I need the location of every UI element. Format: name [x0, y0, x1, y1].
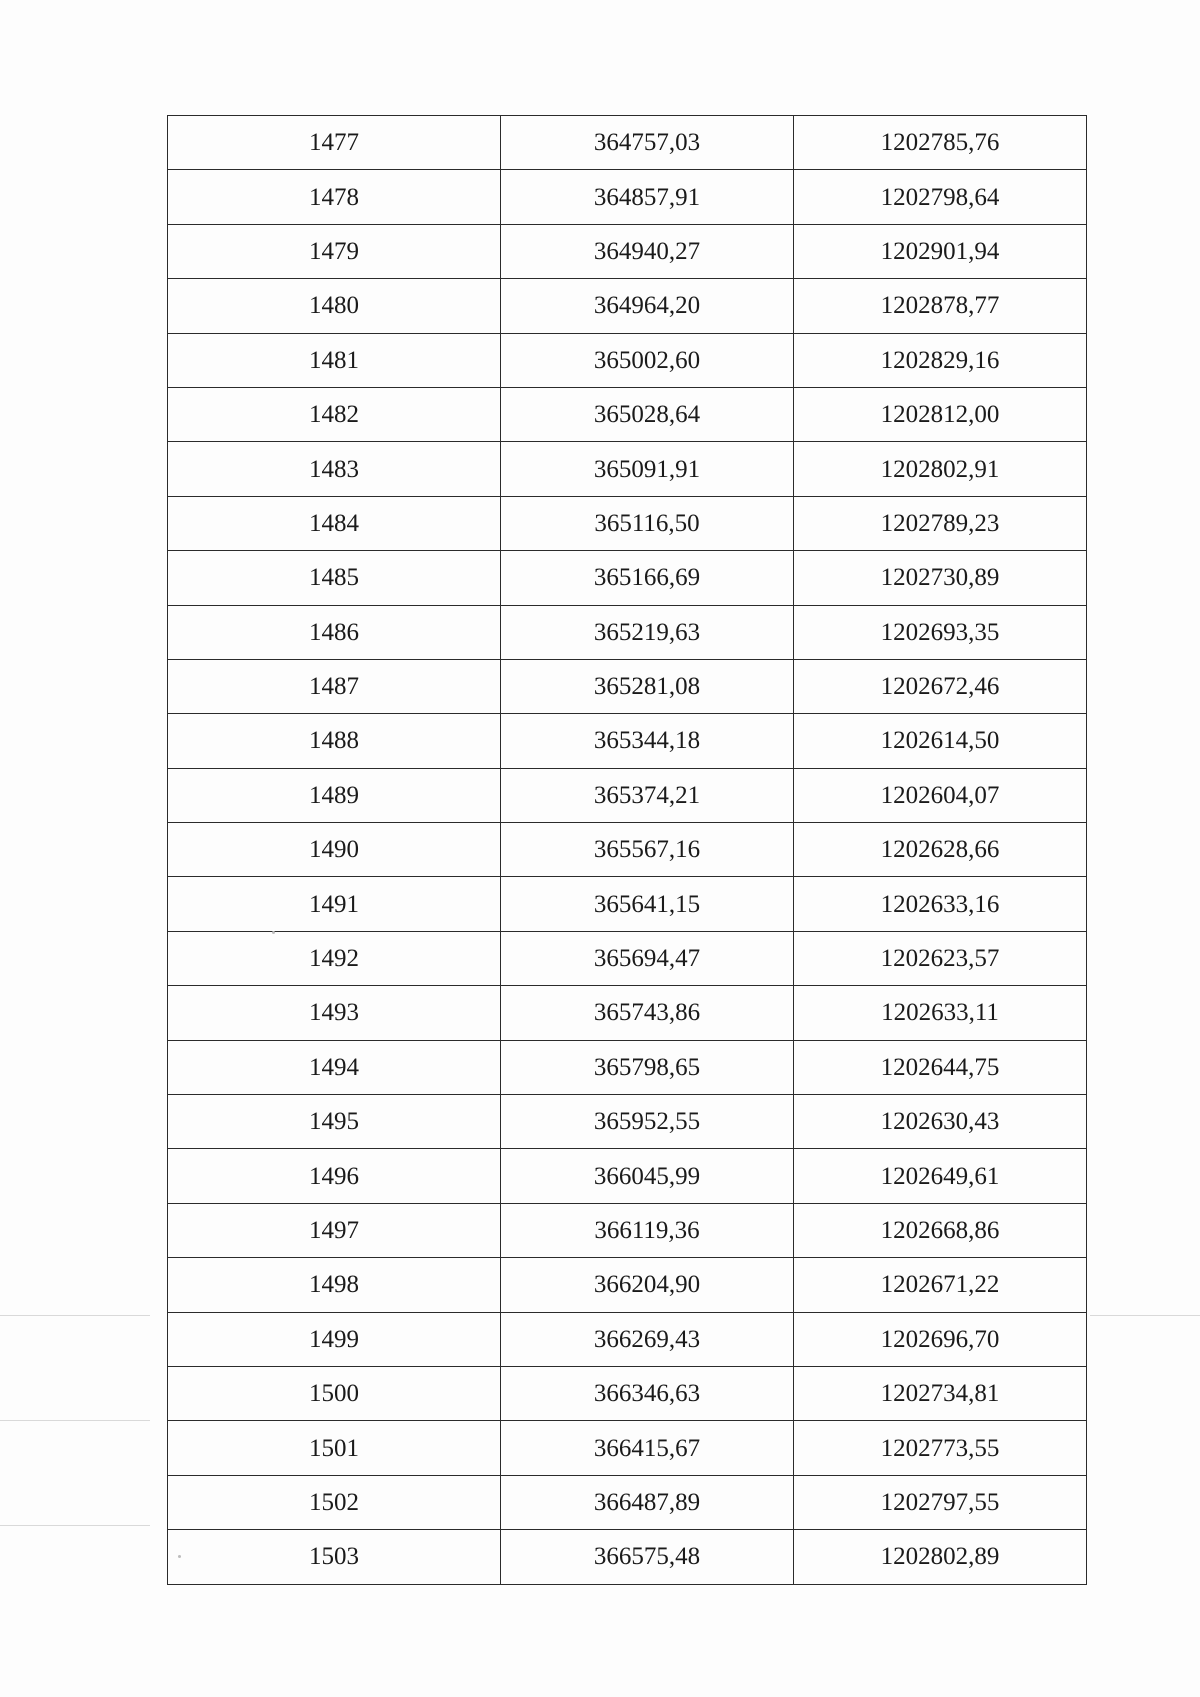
y-coordinate-cell: 1202789,23	[794, 496, 1087, 550]
x-coordinate-cell: 366575,48	[501, 1530, 794, 1584]
y-coordinate-cell: 1202797,55	[794, 1475, 1087, 1529]
scan-artifact	[0, 1315, 150, 1316]
scan-artifact	[0, 1420, 150, 1421]
point-number-cell: 1485	[168, 551, 501, 605]
y-coordinate-cell: 1202623,57	[794, 931, 1087, 985]
point-number-cell: 1486	[168, 605, 501, 659]
y-coordinate-cell: 1202693,35	[794, 605, 1087, 659]
x-coordinate-cell: 365166,69	[501, 551, 794, 605]
x-coordinate-cell: 366269,43	[501, 1312, 794, 1366]
table-row	[168, 442, 1087, 496]
x-coordinate-cell: 364940,27	[501, 224, 794, 278]
table-row	[168, 1203, 1087, 1257]
y-coordinate-cell: 1202604,07	[794, 768, 1087, 822]
table-row	[168, 333, 1087, 387]
table-row	[168, 931, 1087, 985]
x-coordinate-cell: 365374,21	[501, 768, 794, 822]
x-coordinate-cell: 365641,15	[501, 877, 794, 931]
y-coordinate-cell: 1202901,94	[794, 224, 1087, 278]
x-coordinate-cell: 365743,86	[501, 986, 794, 1040]
scan-dot	[272, 931, 275, 934]
point-number-cell: 1498	[168, 1258, 501, 1312]
table-row	[168, 116, 1087, 170]
table-row	[168, 1312, 1087, 1366]
scan-artifact	[1090, 1315, 1200, 1316]
y-coordinate-cell: 1202730,89	[794, 551, 1087, 605]
x-coordinate-cell: 364857,91	[501, 170, 794, 224]
y-coordinate-cell: 1202773,55	[794, 1421, 1087, 1475]
y-coordinate-cell: 1202672,46	[794, 659, 1087, 713]
x-coordinate-cell: 364757,03	[501, 116, 794, 170]
table-row	[168, 714, 1087, 768]
x-coordinate-cell: 365028,64	[501, 387, 794, 441]
x-coordinate-cell: 365002,60	[501, 333, 794, 387]
table-row	[168, 551, 1087, 605]
y-coordinate-cell: 1202812,00	[794, 387, 1087, 441]
point-number-cell: 1488	[168, 714, 501, 768]
point-number-cell: 1481	[168, 333, 501, 387]
y-coordinate-cell: 1202633,11	[794, 986, 1087, 1040]
table-row	[168, 659, 1087, 713]
x-coordinate-cell: 364964,20	[501, 279, 794, 333]
coordinates-table-body	[168, 116, 1087, 1585]
point-number-cell: 1496	[168, 1149, 501, 1203]
point-number-cell: 1479	[168, 224, 501, 278]
table-row	[168, 768, 1087, 822]
x-coordinate-cell: 366487,89	[501, 1475, 794, 1529]
table-row	[168, 877, 1087, 931]
point-number-cell: 1493	[168, 986, 501, 1040]
table-row	[168, 170, 1087, 224]
point-number-cell: 1501	[168, 1421, 501, 1475]
point-number-cell: 1491	[168, 877, 501, 931]
point-number-cell: 1482	[168, 387, 501, 441]
x-coordinate-cell: 366415,67	[501, 1421, 794, 1475]
point-number-cell: 1502	[168, 1475, 501, 1529]
coordinates-table	[167, 115, 1087, 1585]
point-number-cell: 1494	[168, 1040, 501, 1094]
y-coordinate-cell: 1202614,50	[794, 714, 1087, 768]
point-number-cell: 1503	[168, 1530, 501, 1584]
y-coordinate-cell: 1202802,91	[794, 442, 1087, 496]
scan-artifact	[0, 1525, 150, 1526]
table-row	[168, 387, 1087, 441]
point-number-cell: 1478	[168, 170, 501, 224]
x-coordinate-cell: 365281,08	[501, 659, 794, 713]
table-row	[168, 1149, 1087, 1203]
x-coordinate-cell: 366346,63	[501, 1366, 794, 1420]
point-number-cell: 1489	[168, 768, 501, 822]
point-number-cell: 1483	[168, 442, 501, 496]
point-number-cell: 1497	[168, 1203, 501, 1257]
y-coordinate-cell: 1202734,81	[794, 1366, 1087, 1420]
point-number-cell: 1495	[168, 1095, 501, 1149]
table-row	[168, 605, 1087, 659]
point-number-cell: 1484	[168, 496, 501, 550]
y-coordinate-cell: 1202878,77	[794, 279, 1087, 333]
x-coordinate-cell: 365116,50	[501, 496, 794, 550]
x-coordinate-cell: 366119,36	[501, 1203, 794, 1257]
point-number-cell: 1487	[168, 659, 501, 713]
table-row	[168, 279, 1087, 333]
x-coordinate-cell: 365952,55	[501, 1095, 794, 1149]
table-row	[168, 224, 1087, 278]
table-row	[168, 496, 1087, 550]
y-coordinate-cell: 1202829,16	[794, 333, 1087, 387]
y-coordinate-cell: 1202649,61	[794, 1149, 1087, 1203]
table-row	[168, 1530, 1087, 1584]
point-number-cell: 1490	[168, 823, 501, 877]
x-coordinate-cell: 365567,16	[501, 823, 794, 877]
table-row	[168, 1421, 1087, 1475]
table-row	[168, 1040, 1087, 1094]
table-row	[168, 1475, 1087, 1529]
y-coordinate-cell: 1202696,70	[794, 1312, 1087, 1366]
point-number-cell: 1477	[168, 116, 501, 170]
y-coordinate-cell: 1202671,22	[794, 1258, 1087, 1312]
table-row	[168, 823, 1087, 877]
y-coordinate-cell: 1202785,76	[794, 116, 1087, 170]
table-row	[168, 1258, 1087, 1312]
x-coordinate-cell: 366204,90	[501, 1258, 794, 1312]
y-coordinate-cell: 1202628,66	[794, 823, 1087, 877]
y-coordinate-cell: 1202630,43	[794, 1095, 1087, 1149]
x-coordinate-cell: 366045,99	[501, 1149, 794, 1203]
y-coordinate-cell: 1202633,16	[794, 877, 1087, 931]
y-coordinate-cell: 1202798,64	[794, 170, 1087, 224]
y-coordinate-cell: 1202644,75	[794, 1040, 1087, 1094]
point-number-cell: 1492	[168, 931, 501, 985]
x-coordinate-cell: 365798,65	[501, 1040, 794, 1094]
x-coordinate-cell: 365344,18	[501, 714, 794, 768]
table-row	[168, 1366, 1087, 1420]
point-number-cell: 1480	[168, 279, 501, 333]
x-coordinate-cell: 365091,91	[501, 442, 794, 496]
table-row	[168, 1095, 1087, 1149]
y-coordinate-cell: 1202802,89	[794, 1530, 1087, 1584]
point-number-cell: 1500	[168, 1366, 501, 1420]
point-number-cell: 1499	[168, 1312, 501, 1366]
x-coordinate-cell: 365219,63	[501, 605, 794, 659]
y-coordinate-cell: 1202668,86	[794, 1203, 1087, 1257]
scan-dot	[178, 1555, 181, 1558]
table-row	[168, 986, 1087, 1040]
x-coordinate-cell: 365694,47	[501, 931, 794, 985]
